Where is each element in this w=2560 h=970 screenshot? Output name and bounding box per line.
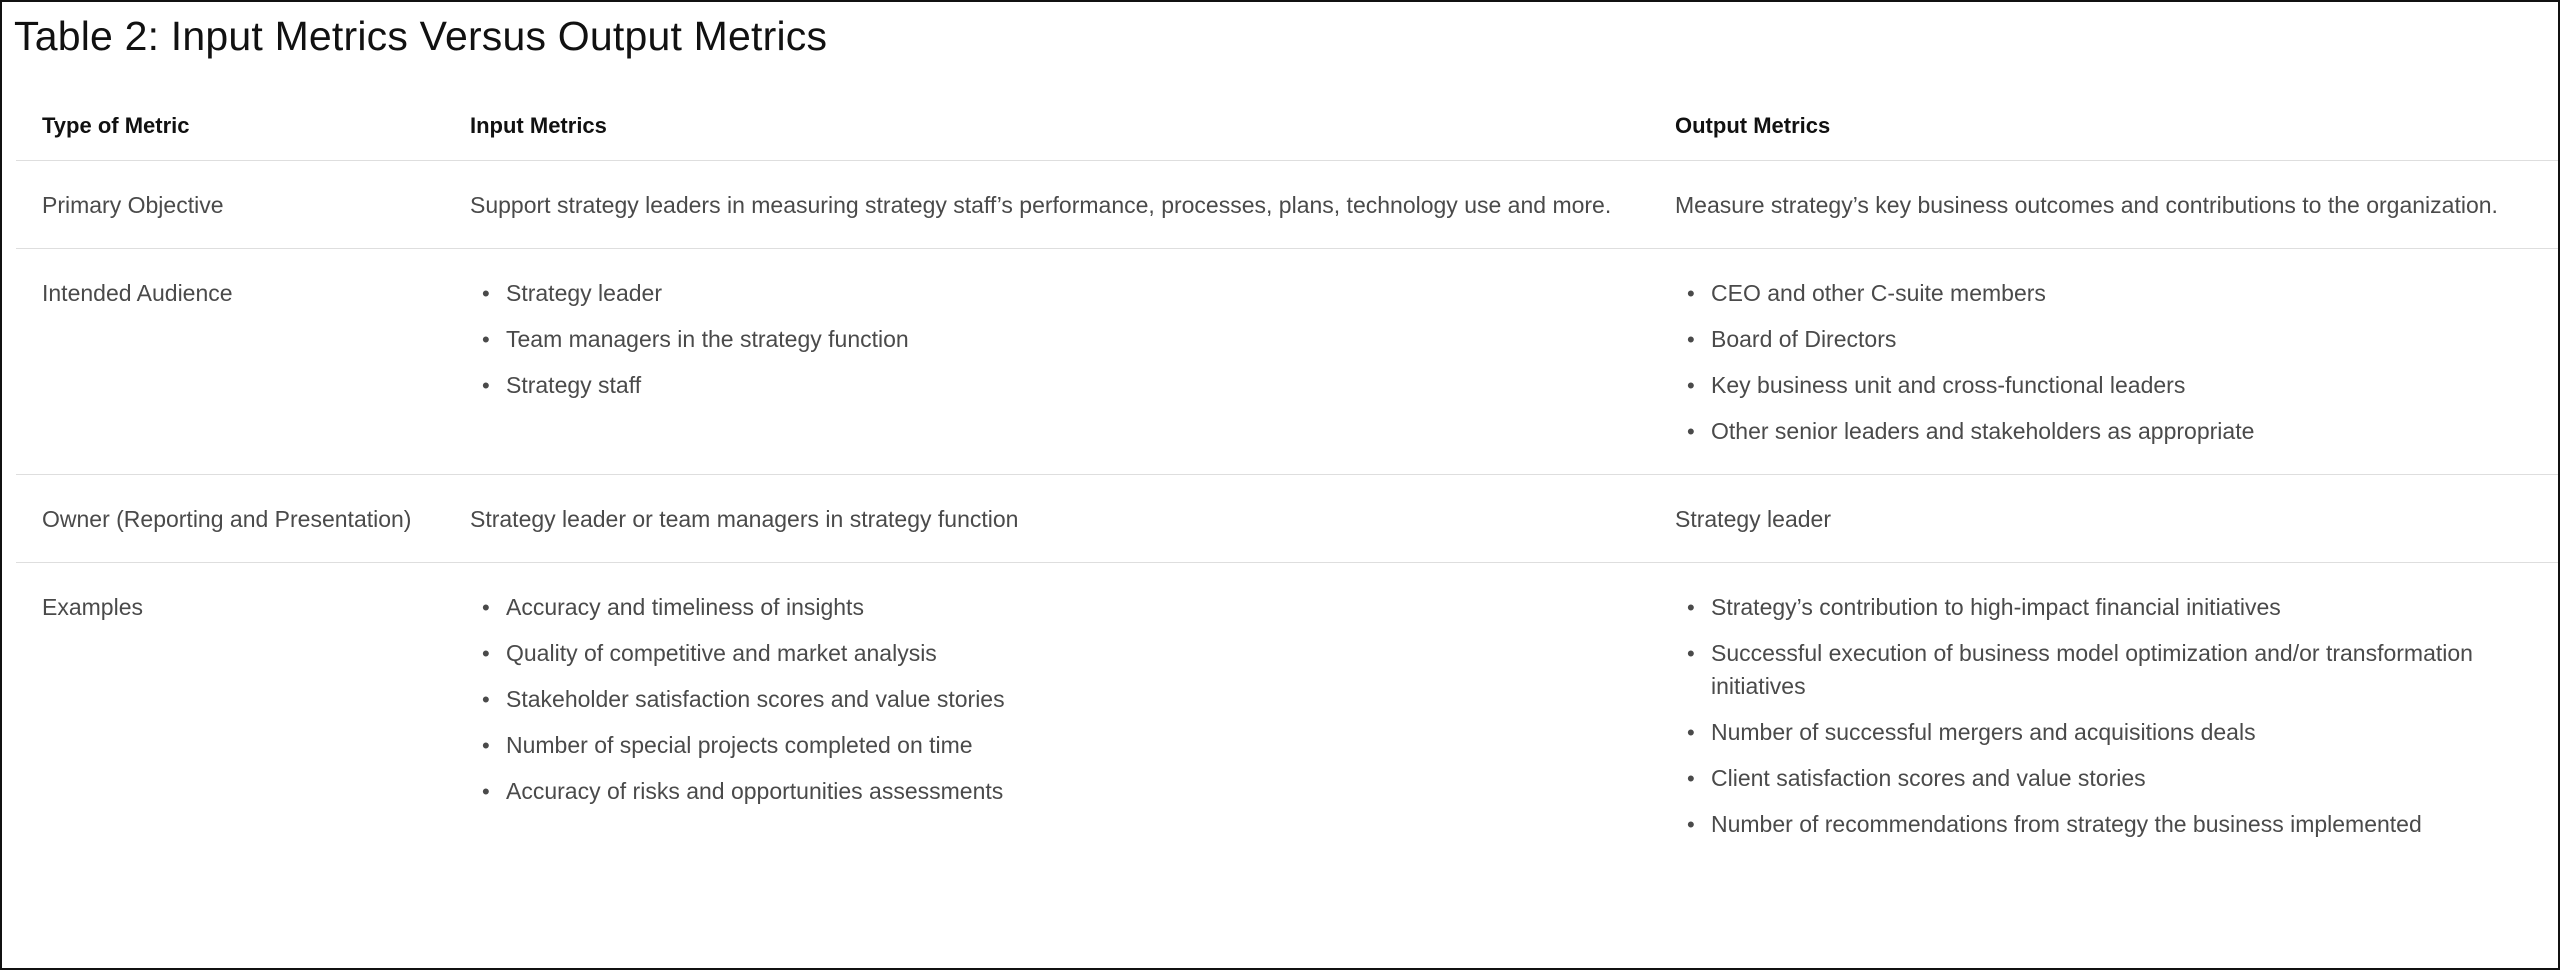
list-item: • Successful execution of business model optimization and/or transformation initiatives xyxy=(1675,637,2558,703)
list-item: • Quality of competitive and market analysis xyxy=(470,637,1649,670)
table-header-row xyxy=(16,94,2558,161)
column-header-type: Type of Metric xyxy=(42,113,190,138)
input-cell: Strategy leader or team managers in strategy function xyxy=(470,506,1019,532)
output-cell xyxy=(1649,249,2558,475)
row-label: Primary Objective xyxy=(42,192,224,218)
list-item: • CEO and other C-suite members xyxy=(1675,277,2558,310)
output-cell: Measure strategy’s key business outcomes and contributions to the organization. xyxy=(1675,192,2498,218)
output-cell xyxy=(1649,563,2558,868)
column-header-input: Input Metrics xyxy=(470,113,607,138)
output-cell: Strategy leader xyxy=(1675,506,1831,532)
input-cell xyxy=(444,249,1649,475)
list-item: • Stakeholder satisfaction scores and value stories xyxy=(470,683,1649,716)
list-item: • Strategy leader xyxy=(470,277,1649,310)
list-item: • Client satisfaction scores and value stories xyxy=(1675,762,2558,795)
table-row-owner xyxy=(16,475,2558,563)
column-header-output: Output Metrics xyxy=(1675,113,1831,138)
table-row-primary-objective xyxy=(16,161,2558,249)
row-label: Owner (Reporting and Presentation) xyxy=(42,506,412,532)
list-item: • Number of special projects completed on time xyxy=(470,729,1649,762)
input-cell xyxy=(444,563,1649,868)
output-bullet-list xyxy=(1675,591,2558,841)
list-item: • Number of successful mergers and acquisitions deals xyxy=(1675,716,2558,749)
list-item: • Team managers in the strategy function xyxy=(470,323,1649,356)
metrics-table xyxy=(16,94,2558,867)
list-item: • Strategy staff xyxy=(470,369,1649,402)
list-item: • Board of Directors xyxy=(1675,323,2558,356)
list-item: • Accuracy and timeliness of insights xyxy=(470,591,1649,624)
table-row-intended-audience xyxy=(16,249,2558,475)
table-title: Table 2: Input Metrics Versus Output Metrics xyxy=(14,13,828,59)
row-label: Intended Audience xyxy=(42,280,233,306)
input-bullet-list xyxy=(470,591,1649,808)
list-item: • Key business unit and cross-functional leaders xyxy=(1675,369,2558,402)
list-item: • Number of recommendations from strategy the business implemented xyxy=(1675,808,2558,841)
list-item: • Accuracy of risks and opportunities assessments xyxy=(470,775,1649,808)
output-bullet-list xyxy=(1675,277,2558,448)
input-cell: Support strategy leaders in measuring strategy staff’s performance, processes, plans, technology use and more. xyxy=(470,192,1612,218)
input-bullet-list xyxy=(470,277,1649,402)
list-item: • Other senior leaders and stakeholders as appropriate xyxy=(1675,415,2558,448)
row-label: Examples xyxy=(42,594,143,620)
list-item: • Strategy’s contribution to high-impact financial initiatives xyxy=(1675,591,2558,624)
table-row-examples xyxy=(16,563,2558,868)
